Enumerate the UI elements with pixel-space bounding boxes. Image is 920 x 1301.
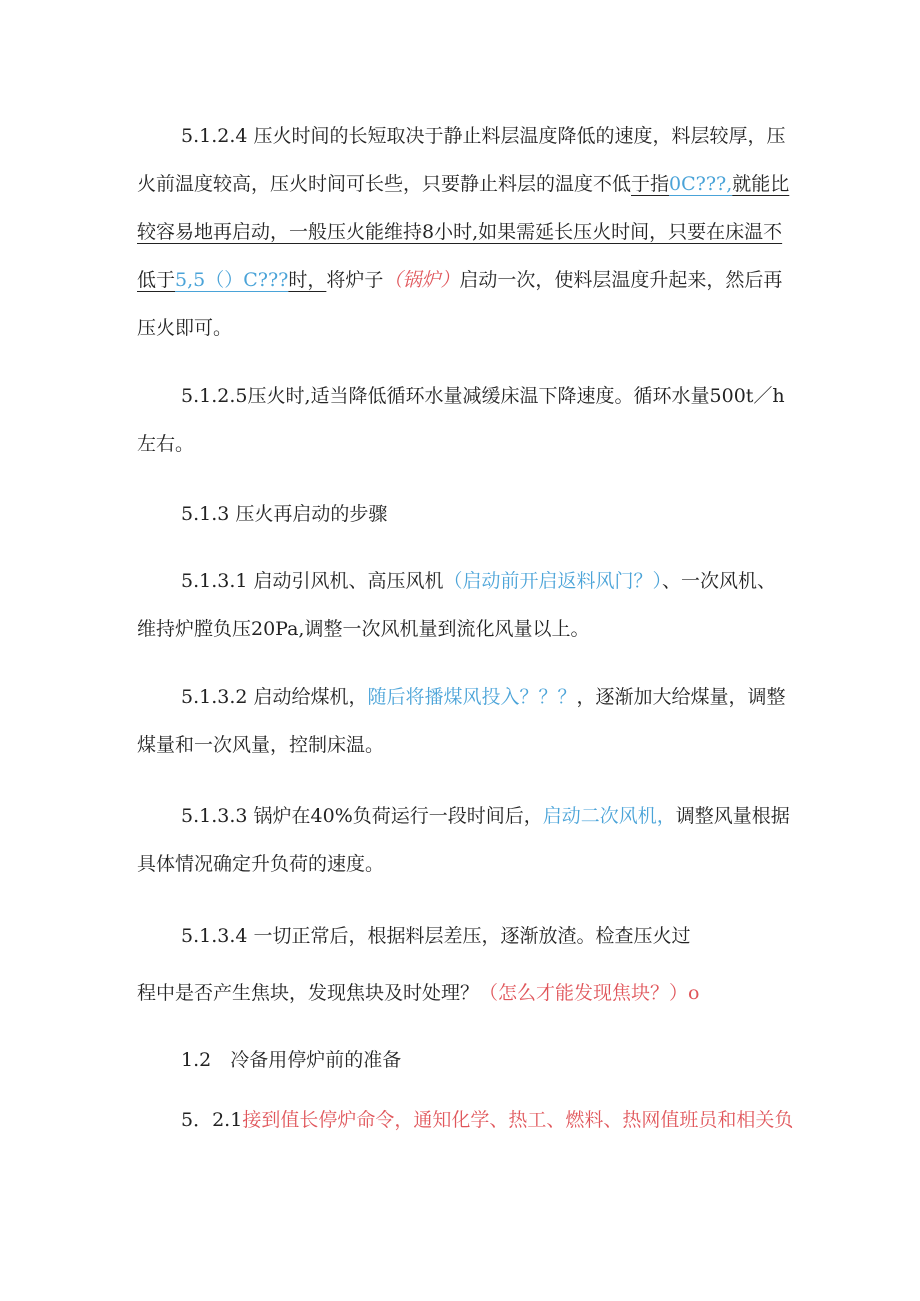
paragraph-line bbox=[137, 605, 787, 653]
underlined-text: 就能比 bbox=[732, 173, 790, 195]
underlined-text: 于指 bbox=[631, 173, 670, 195]
text-run: 5.1.3.3 锅炉在40%负荷运行一段时间后， bbox=[181, 805, 543, 827]
paragraph-line bbox=[137, 721, 787, 769]
paragraph-line bbox=[137, 1096, 794, 1144]
text-run: 左右。 bbox=[137, 433, 195, 455]
paragraph-line bbox=[137, 304, 787, 352]
text-run: 具体情况确定升负荷的速度。 bbox=[137, 853, 385, 875]
paragraph-5-1-3-3 bbox=[137, 792, 790, 888]
paragraph-line bbox=[137, 673, 787, 721]
paragraph-5-2-1 bbox=[137, 1096, 794, 1144]
paragraph-line bbox=[137, 420, 787, 468]
annotation-text: 接到值长停炉命令，通知化学、热工、燃料、热网值班员和相关负 bbox=[242, 1109, 794, 1131]
underlined-text: 时， bbox=[288, 269, 327, 291]
section-heading-5-1-3 bbox=[137, 490, 787, 538]
annotation-text: （怎么才能发现焦块？）o bbox=[479, 982, 700, 1004]
annotation-text: （启动前开启返料风门？） bbox=[443, 570, 663, 592]
paragraph-line bbox=[137, 557, 787, 605]
paragraph-line bbox=[137, 792, 790, 840]
text-run: 程中是否产生焦块，发现焦块及时处理？ bbox=[137, 982, 480, 1004]
text-run: 5．2.1 bbox=[181, 1109, 243, 1131]
paragraph-5-1-2-5 bbox=[137, 372, 787, 468]
underlined-text: 低于 bbox=[137, 269, 176, 291]
text-run: 煤量和一次风量，控制床温。 bbox=[137, 734, 385, 756]
highlighted-value: 0C???, bbox=[669, 173, 733, 195]
paragraph-line bbox=[137, 256, 787, 304]
heading-line bbox=[137, 1036, 787, 1084]
paragraph-5-1-3-4 bbox=[137, 912, 787, 1017]
paragraph-line bbox=[137, 160, 790, 208]
text-run: 维持炉膛负压20Pa,调整一次风机量到流化风量以上。 bbox=[137, 618, 590, 640]
annotation-text: （锅炉） bbox=[383, 269, 460, 291]
text-run: 火前温度较高，压火时间可长些，只要静止料层的温度不低 bbox=[137, 173, 632, 195]
text-run: 5.1.3.4 一切正常后，根据料层差压，逐渐放渣。检查压火过 bbox=[181, 925, 691, 947]
heading-text: 5.1.3 压火再启动的步骤 bbox=[181, 503, 388, 525]
paragraph-5-1-3-2 bbox=[137, 673, 787, 769]
annotation-text: 随后将播煤风投入？？？ bbox=[367, 686, 577, 708]
highlighted-value: 5,5（）C??? bbox=[175, 269, 289, 291]
underlined-text: 较容易地再启动，一般压火能维持8小时,如果需延长压火时间，只要在床温不 bbox=[137, 221, 783, 243]
text-run: ，逐渐加大给煤量，调整 bbox=[576, 686, 786, 708]
text-run: 压火即可。 bbox=[137, 317, 233, 339]
paragraph-line bbox=[137, 208, 787, 256]
heading-line bbox=[137, 490, 787, 538]
text-run: 5.1.3.2 启动给煤机， bbox=[181, 686, 368, 708]
text-run: 调整风量根据 bbox=[675, 805, 790, 827]
section-heading-1-2 bbox=[137, 1036, 787, 1084]
paragraph-5-1-3-1 bbox=[137, 557, 787, 653]
paragraph-line bbox=[137, 112, 787, 160]
text-run: 启动一次，使料层温度升起来，然后再 bbox=[459, 269, 783, 291]
text-run: 将炉子 bbox=[326, 269, 384, 291]
heading-text: 1.2 冷备用停炉前的准备 bbox=[181, 1049, 402, 1071]
paragraph-line bbox=[137, 372, 787, 420]
paragraph-5-1-2-4 bbox=[137, 112, 790, 352]
text-run: 5.1.2.5压火时,适当降低循环水量减缓床温下降速度。循环水量500t／h bbox=[181, 385, 785, 407]
annotation-text: 启动二次风机， bbox=[542, 805, 676, 827]
text-run: 5.1.3.1 启动引风机、高压风机 bbox=[181, 570, 444, 592]
paragraph-line bbox=[137, 912, 787, 969]
text-run: 5.1.2.4 压火时间的长短取决于静止料层温度降低的速度，料层较厚，压 bbox=[181, 125, 786, 147]
text-run: 、一次风机、 bbox=[662, 570, 777, 592]
paragraph-line bbox=[137, 969, 787, 1017]
paragraph-line bbox=[137, 840, 787, 888]
